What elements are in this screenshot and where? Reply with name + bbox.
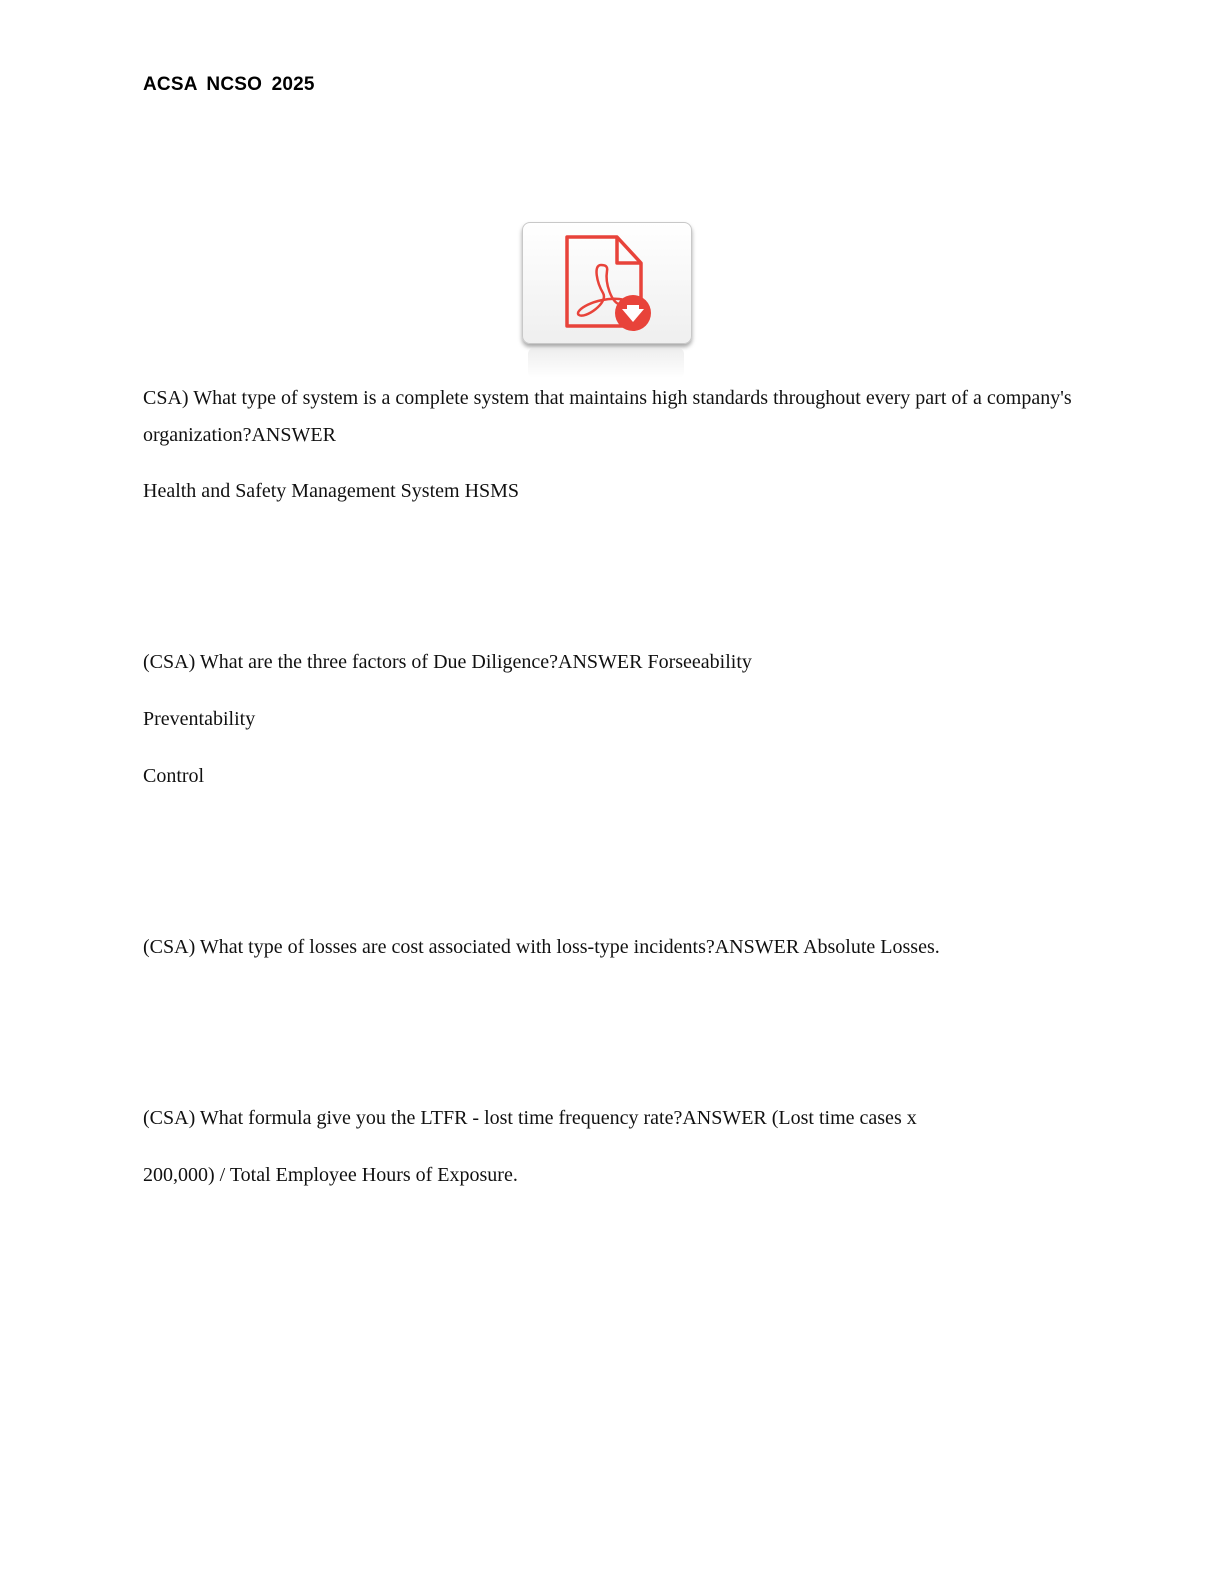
question-4: (CSA) What formula give you the LTFR - lost time frequency rate?ANSWER (Lost time cases x — [143, 1107, 917, 1129]
pdf-icon-button[interactable] — [522, 222, 692, 344]
answer-2-line-2: Preventability — [143, 708, 256, 730]
answer-2-line-3: Control — [143, 765, 205, 787]
pdf-icon-reflection — [528, 348, 684, 378]
pdf-icon-container[interactable] — [522, 222, 692, 382]
question-1: CSA) What type of system is a complete system that maintains high standards throughout every part of a company's organization?ANSWER — [143, 387, 1072, 446]
answer-4-line-2: 200,000) / Total Employee Hours of Exposure. — [143, 1164, 518, 1186]
question-3: (CSA) What type of losses are cost associated with loss-type incidents?ANSWER Absolute Losses. — [143, 936, 940, 958]
pdf-download-icon — [523, 223, 691, 343]
document-title: ACSA NCSO 2025 — [143, 74, 315, 95]
answer-1: Health and Safety Management System HSMS — [143, 480, 520, 502]
question-2: (CSA) What are the three factors of Due Diligence?ANSWER Forseeability — [143, 651, 752, 673]
